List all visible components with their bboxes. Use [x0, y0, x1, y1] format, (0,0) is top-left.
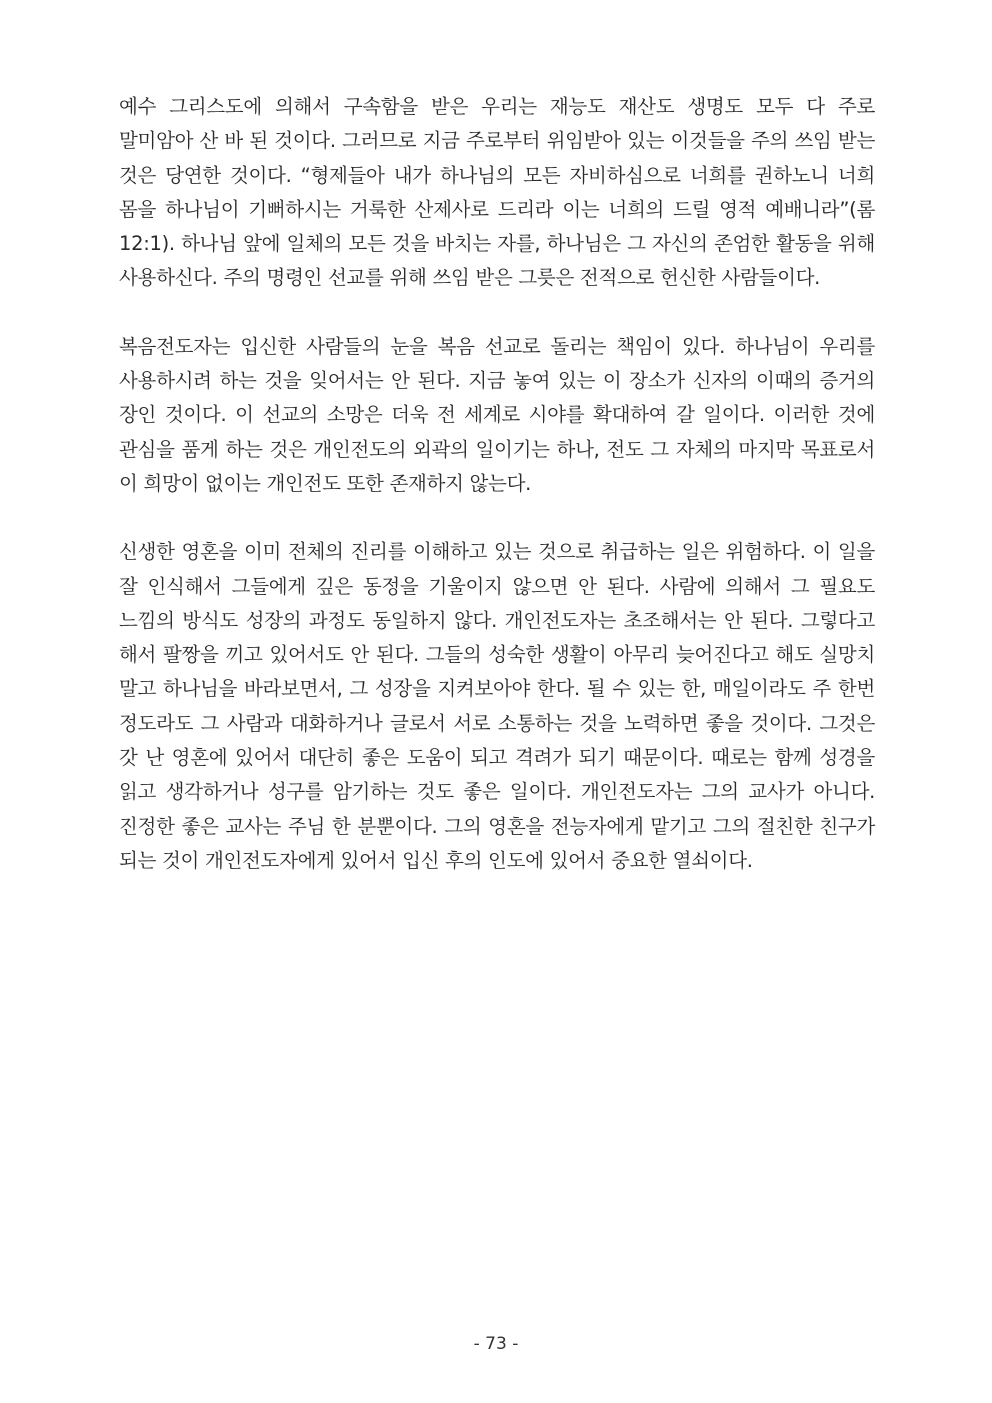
paragraph-1: 예수 그리스도에 의해서 구속함을 받은 우리는 재능도 재산도 생명도 모두 다 주로 말미암아 산 바 된 것이다. 그러므로 지금 주로부터 위임받아 있는 이것들을 주의 쓰임 받는 것은 당연한 것이다. “형제들아 내가 하나님의 모든 자비하심으로 너희를 권하노니 너희 몸을 하나님이 기뻐하시는 거룩한 산제사로 드리라 이는 너희의 드릴 영적 예배니라”(롬 12:1). 하나님 앞에 일체의 모든 것을 바치는 자를, 하나님은 그 자신의 존엄한 활동을 위해 사용하신다. 주의 명령인 선교를 위해 쓰임 받은 그릇은 전적으로 헌신한 사람들이다.	[119, 95, 875, 290]
paragraph-2: 복음전도자는 입신한 사람들의 눈을 복음 선교로 돌리는 책임이 있다. 하나님이 우리를 사용하시려 하는 것을 잊어서는 안 된다. 지금 놓여 있는 이 장소가 신자의 이때의 증거의 장인 것이다. 이 선교의 소망은 더욱 전 세계로 시야를 확대하여 갈 일이다. 이러한 것에 관심을 품게 하는 것은 개인전도의 외곽의 일이기는 하나, 전도 그 자체의 마지막 목표로서 이 희망이 없이는 개인전도 또한 존재하지 않는다.	[119, 334, 875, 495]
page-number: - 73 -	[473, 1334, 519, 1354]
paragraph-3: 신생한 영혼을 이미 전체의 진리를 이해하고 있는 것으로 취급하는 일은 위험하다. 이 일을 잘 인식해서 그들에게 깊은 동정을 기울이지 않으면 안 된다. 사람에 의해서 그 필요도 느낌의 방식도 성장의 과정도 동일하지 않다. 개인전도자는 초조해서는 안 된다. 그렇다고 해서 팔짱을 끼고 있어서도 안 된다. 그들의 성숙한 생활이 아무리 늦어진다고 해도 실망치 말고 하나님을 바라보면서, 그 성장을 지켜보아야 한다. 될 수 있는 한, 매일이라도 주 한번 정도라도 그 사람과 대화하거나 글로서 서로 소통하는 것을 노력하면 좋을 것이다. 그것은 갓 난 영혼에 있어서 대단히 좋은 도움이 되고 격려가 되기 때문이다. 때로는 함께 성경을 읽고 생각하거나 성구를 암기하는 것도 좋은 일이다. 개인전도자는 그의 교사가 아니다. 진정한 좋은 교사는 주님 한 분뿐이다. 그의 영혼을 전능자에게 맡기고 그의 절친한 친구가 되는 것이 개인전도자에게 있어서 입신 후의 인도에 있어서 중요한 열쇠이다.	[119, 540, 876, 872]
body-text	[119, 90, 875, 912]
